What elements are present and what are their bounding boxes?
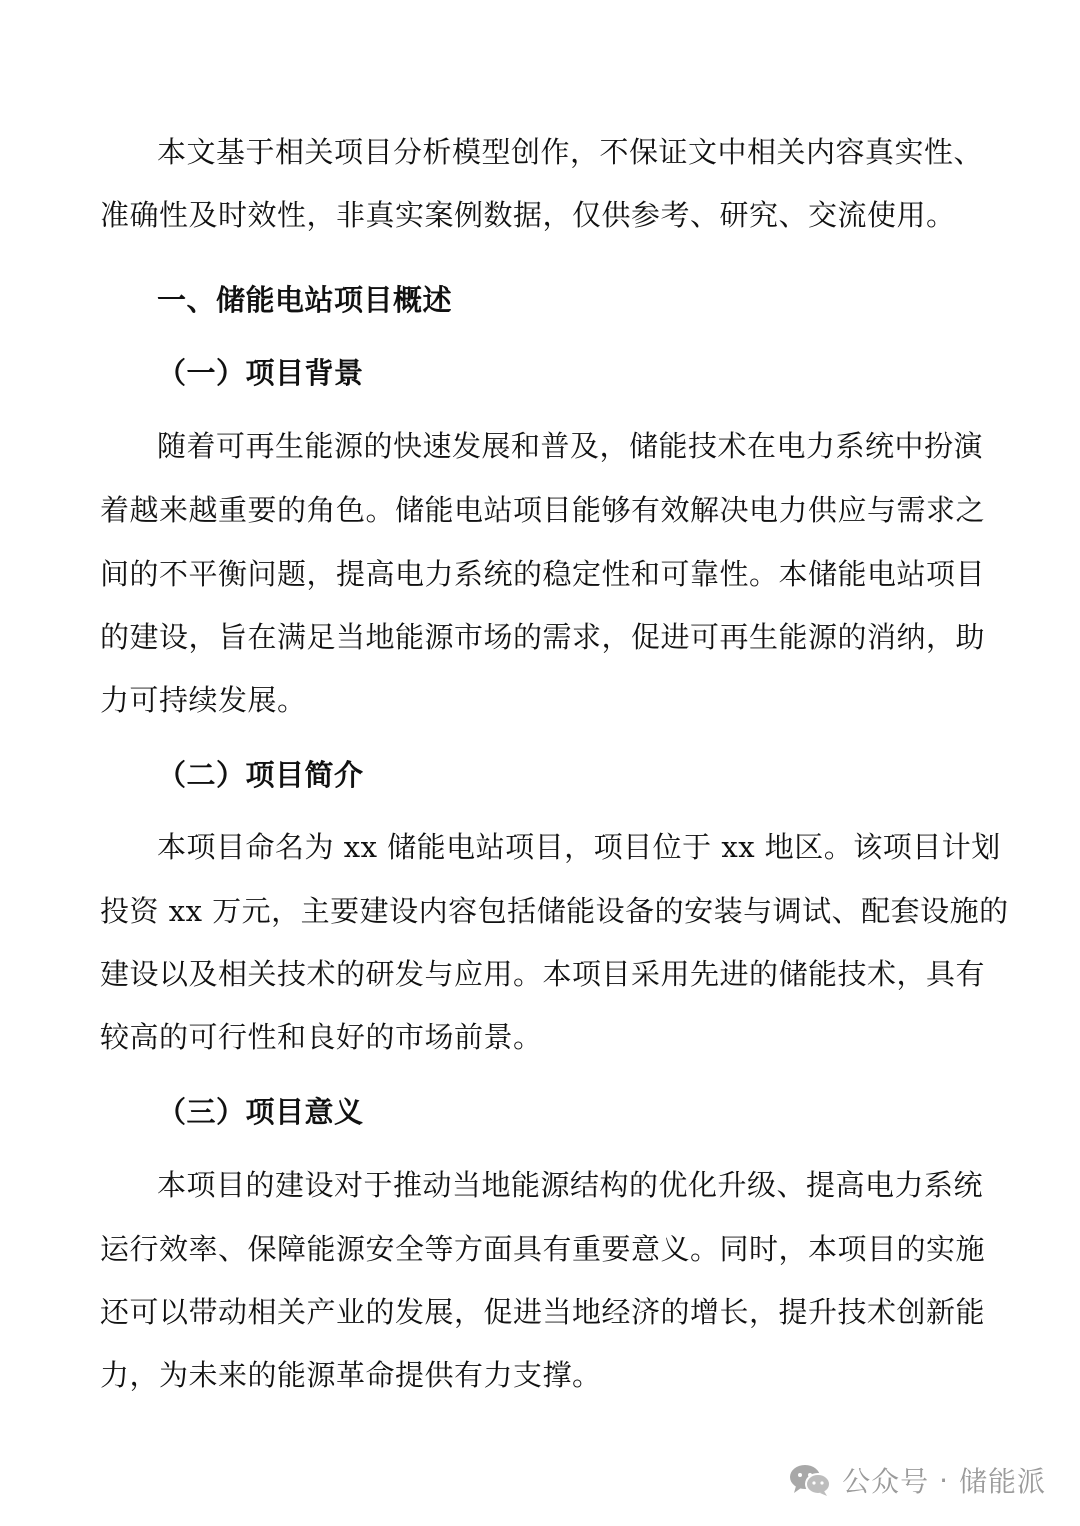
subheading-background: （一）项目背景: [157, 356, 364, 390]
paragraph-significance-line-2: 运行效率、保障能源安全等方面具有重要意义。同时，本项目的实施: [100, 1232, 986, 1266]
paragraph-introduction-line-1: 本项目命名为 xx 储能电站项目，项目位于 xx 地区。该项目计划: [157, 830, 1001, 864]
watermark-separator: ·: [939, 1463, 949, 1497]
paragraph-significance-line-3: 还可以带动相关产业的发展，促进当地经济的增长，提升技术创新能: [100, 1295, 986, 1329]
paragraph-background-line-5: 力可持续发展。: [100, 683, 307, 717]
paragraph-background-line-1: 随着可再生能源的快速发展和普及，储能技术在电力系统中扮演: [157, 429, 984, 463]
paragraph-introduction-line-2: 投资 xx 万元，主要建设内容包括储能设备的安装与调试、配套设施的: [100, 894, 1009, 928]
paragraph-background-line-3: 间的不平衡问题，提高电力系统的稳定性和可靠性。本储能电站项目: [100, 557, 986, 591]
paragraph-background-line-4: 的建设，旨在满足当地能源市场的需求，促进可再生能源的消纳，助: [100, 620, 986, 654]
subheading-introduction: （二）项目简介: [157, 758, 364, 792]
wechat-icon: [788, 1462, 832, 1498]
disclaimer-line-2: 准确性及时效性，非真实案例数据，仅供参考、研究、交流使用。: [100, 198, 956, 232]
watermark-platform: 公众号: [842, 1465, 930, 1498]
disclaimer-line-1: 本文基于相关项目分析模型创作，不保证文中相关内容真实性、: [157, 135, 984, 169]
subheading-significance: （三）项目意义: [157, 1095, 364, 1129]
paragraph-significance-line-4: 力，为未来的能源革命提供有力支撑。: [100, 1358, 602, 1392]
watermark-account: 储能派: [958, 1465, 1046, 1498]
paragraph-background-line-2: 着越来越重要的角色。储能电站项目能够有效解决电力供应与需求之: [100, 493, 986, 527]
wechat-watermark: [788, 1458, 1046, 1502]
section-heading-overview: 一、储能电站项目概述: [157, 283, 453, 317]
paragraph-introduction-line-4: 较高的可行性和良好的市场前景。: [100, 1020, 543, 1054]
paragraph-significance-line-1: 本项目的建设对于推动当地能源结构的优化升级、提高电力系统: [157, 1168, 984, 1202]
paragraph-introduction-line-3: 建设以及相关技术的研发与应用。本项目采用先进的储能技术，具有: [100, 957, 986, 991]
